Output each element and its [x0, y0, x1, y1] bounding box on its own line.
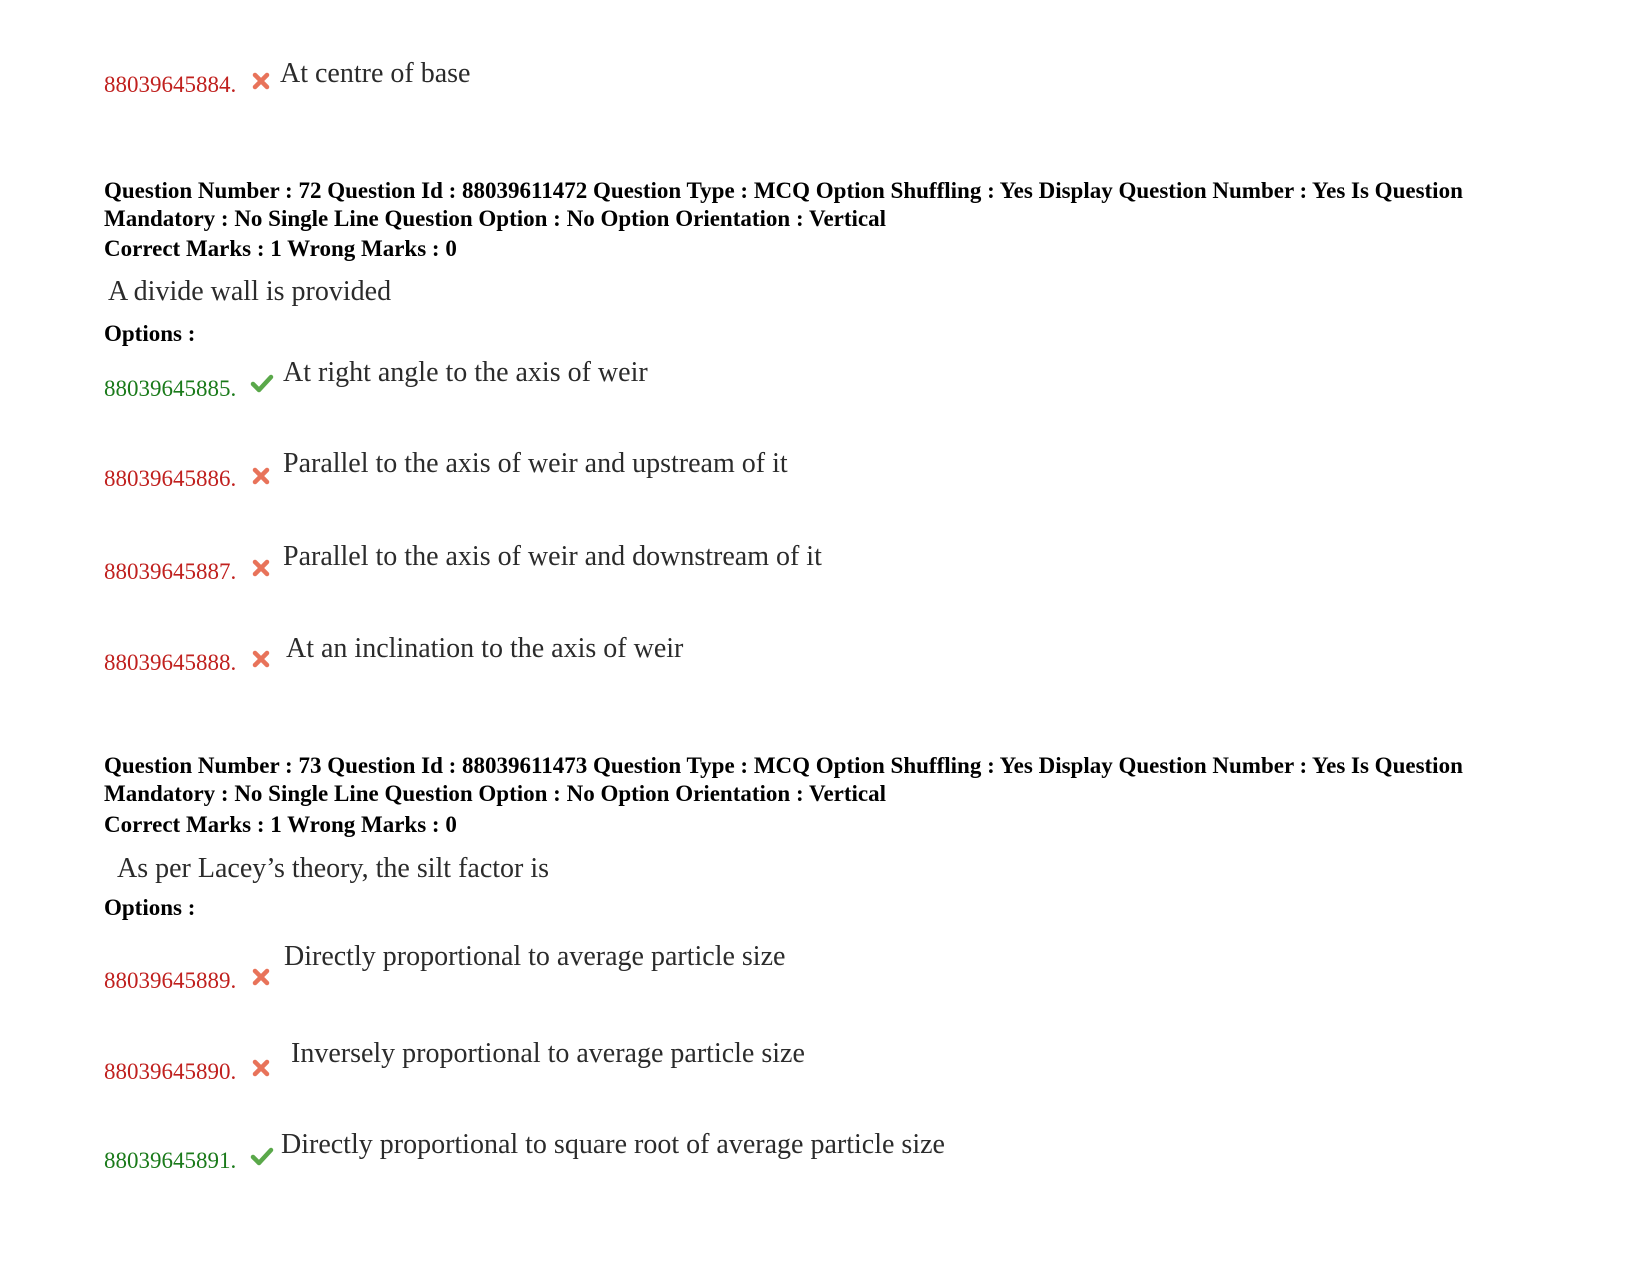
option-text: Directly proportional to square root of average particle size	[281, 1129, 945, 1160]
question-marks: Correct Marks : 1 Wrong Marks : 0	[104, 812, 457, 837]
option-id: 88039645890.	[104, 1059, 237, 1084]
option-id: 88039645886.	[104, 466, 237, 491]
option-text: Parallel to the axis of weir and upstream of it	[283, 448, 788, 479]
cross-icon	[250, 557, 272, 579]
cross-icon	[250, 70, 272, 92]
check-icon	[250, 372, 272, 394]
options-label: Options :	[104, 321, 196, 346]
question-meta: Question Number : 73 Question Id : 88039611473 Question Type : MCQ Option Shuffling : Yes Display Question Number : Yes Is Question Mandatory : No Single Line Question Option : No Option Orientation : Vertical	[104, 753, 1463, 806]
check-icon	[250, 1145, 272, 1167]
cross-icon	[250, 1057, 272, 1079]
cross-icon	[250, 648, 272, 670]
question-marks: Correct Marks : 1 Wrong Marks : 0	[104, 236, 457, 261]
option-text: Directly proportional to average particle size	[284, 941, 786, 972]
option-id: 88039645885.	[104, 376, 237, 401]
option-id: 88039645884.	[104, 72, 237, 97]
option-text: At right angle to the axis of weir	[283, 357, 648, 388]
option-text: Inversely proportional to average particle size	[291, 1038, 805, 1069]
option-id: 88039645889.	[104, 968, 237, 993]
cross-icon	[250, 966, 272, 988]
cross-icon	[250, 465, 272, 487]
question-text: A divide wall is provided	[108, 276, 392, 307]
option-id: 88039645887.	[104, 559, 237, 584]
option-text: At centre of base	[280, 58, 471, 89]
question-meta: Question Number : 72 Question Id : 88039611472 Question Type : MCQ Option Shuffling : Yes Display Question Number : Yes Is Question Mandatory : No Single Line Question Option : No Option Orientation : Vertical	[104, 178, 1463, 231]
options-label: Options :	[104, 895, 196, 920]
question-text: As per Lacey’s theory, the silt factor is	[117, 853, 550, 884]
option-id: 88039645888.	[104, 650, 237, 675]
option-text: Parallel to the axis of weir and downstream of it	[283, 541, 822, 572]
option-id: 88039645891.	[104, 1148, 237, 1173]
option-text: At an inclination to the axis of weir	[286, 633, 684, 664]
